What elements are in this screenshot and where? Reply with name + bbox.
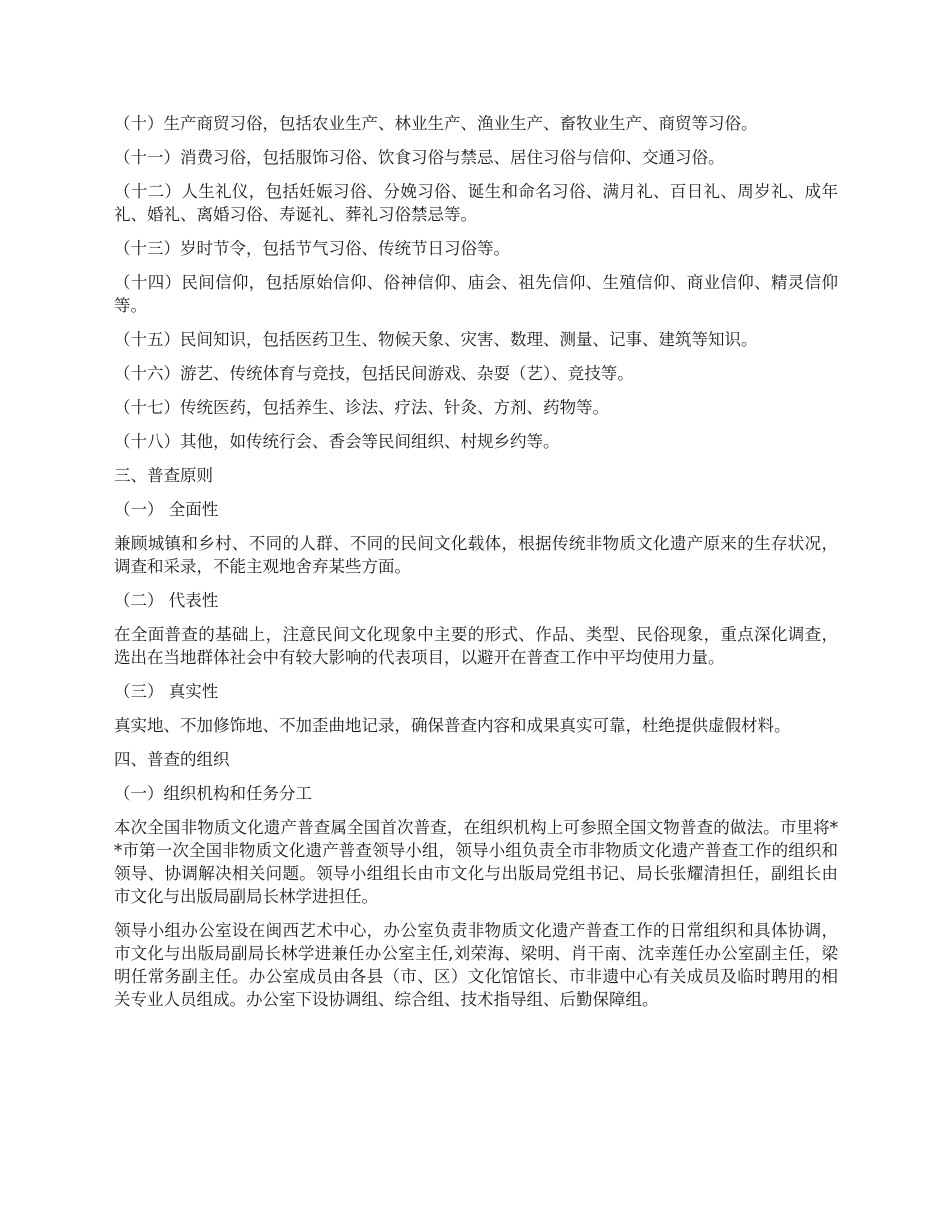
paragraph-authenticity: 真实地、不加修饰地、不加歪曲地记录，确保普查内容和成果真实可靠，杜绝提供虚假材料。	[114, 716, 791, 735]
paragraph-item-10: （十）生产商贸习俗，包括农业生产、林业生产、渔业生产、畜牧业生产、商贸等习俗。	[114, 114, 758, 133]
document-body	[114, 112, 838, 1022]
section-heading-principles: 三、普查原则	[114, 466, 213, 485]
paragraph-item-13: （十三）岁时节令，包括节气习俗、传统节日习俗等。	[114, 239, 510, 258]
subheading-organization-structure: （一）组织机构和任务分工	[114, 784, 312, 803]
paragraph-item-16: （十六）游艺、传统体育与竞技，包括民间游戏、杂耍（艺）、竞技等。	[114, 364, 634, 383]
paragraph-comprehensiveness: 兼顾城镇和乡村、不同的人群、不同的民间文化载体，根据传统非物质文化遗产原来的生存状况，调查和采录，不能主观地舍弃某些方面。	[114, 534, 838, 576]
paragraph-item-11: （十一）消费习俗，包括服饰习俗、饮食习俗与禁忌、居住习俗与信仰、交通习俗。	[114, 148, 725, 167]
paragraph-organization-office: 领导小组办公室设在闽西艺术中心，办公室负责非物质文化遗产普查工作的日常组织和具体协调，市文化与出版局副局长林学进兼任办公室主任,刘荣海、梁明、肖干南、沈幸莲任办公室副主任，梁明任常务副主任。办公室成员由各县（市、区）文化馆馆长、市非遗中心有关成员及临时聘用的相关专业人员组成。办公室下设协调组、综合组、技术指导组、后勤保障组。	[114, 921, 838, 1009]
paragraph-item-18: （十八）其他，如传统行会、香会等民间组织、村规乡约等。	[114, 432, 560, 451]
section-heading-organization: 四、普查的组织	[114, 750, 230, 769]
paragraph-organization-leadership: 本次全国非物质文化遗产普查属全国首次普查，在组织机构上可参照全国文物普查的做法。市里将**市第一次全国非物质文化遗产普查领导小组，领导小组负责全市非物质文化遗产普查工作的组织和领导、协调解决相关问题。领导小组组长由市文化与出版局党组书记、局长张耀清担任，副组长由市文化与出版局副局长林学进担任。	[114, 818, 838, 906]
subheading-comprehensiveness: （一） 全面性	[114, 500, 219, 519]
paragraph-item-12: （十二）人生礼仪，包括妊娠习俗、分娩习俗、诞生和命名习俗、满月礼、百日礼、周岁礼、成年礼、婚礼、离婚习俗、寿诞礼、葬礼习俗禁忌等。	[114, 182, 838, 224]
subheading-authenticity: （三） 真实性	[114, 682, 219, 701]
paragraph-item-15: （十五）民间知识，包括医药卫生、物候天象、灾害、数理、测量、记事、建筑等知识。	[114, 330, 758, 349]
paragraph-item-14: （十四）民间信仰，包括原始信仰、俗神信仰、庙会、祖先信仰、生殖信仰、商业信仰、精灵信仰等。	[114, 273, 838, 315]
paragraph-representativeness: 在全面普查的基础上，注意民间文化现象中主要的形式、作品、类型、民俗现象，重点深化调查，选出在当地群体社会中有较大影响的代表项目，以避开在普查工作中平均使用力量。	[114, 625, 838, 667]
paragraph-item-17: （十七）传统医药，包括养生、诊法、疗法、针灸、方剂、药物等。	[114, 398, 609, 417]
subheading-representativeness: （二） 代表性	[114, 591, 219, 610]
